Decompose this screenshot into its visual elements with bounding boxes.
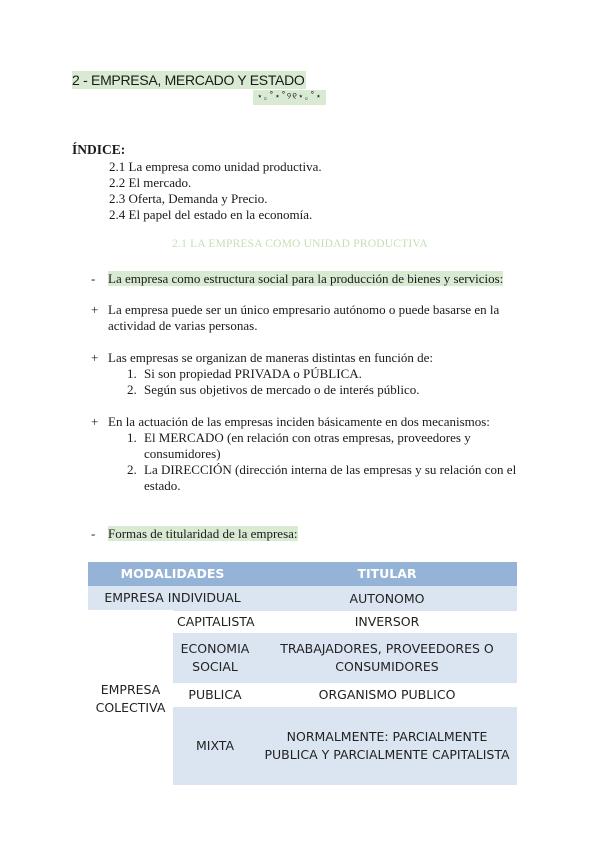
sub-item-text: Si son propiedad PRIVADA o PÚBLICA.: [144, 366, 362, 381]
cell-titular: NORMALMENTE: PARCIALMENTE PUBLICA Y PARCIALMENTE CAPITALISTA: [257, 707, 517, 785]
index-heading: ÍNDICE:: [72, 142, 126, 157]
cell-titular: AUTONOMO: [257, 586, 517, 611]
index-item: 2.3 Oferta, Demanda y Precio.: [109, 191, 268, 206]
cell-colectiva: EMPRESA COLECTIVA: [88, 611, 173, 785]
dash-item-text: Formas de titularidad de la empresa:: [108, 526, 298, 541]
sub-item-text: La DIRECCIÓN (dirección interna de las empresas y su relación con el estado.: [144, 462, 517, 493]
index-item: 2.1 La empresa como unidad productiva.: [109, 159, 322, 174]
sub-number: 2.: [127, 382, 137, 397]
sub-item: [127, 462, 527, 494]
cell-tipo: CAPITALISTA: [173, 611, 257, 633]
section-heading: 2.1 LA EMPRESA COMO UNIDAD PRODUCTIVA: [172, 238, 428, 250]
cell-tipo: ECONOMIA SOCIAL: [173, 633, 257, 683]
dash-item: [91, 270, 503, 287]
dash-marker: -: [91, 271, 96, 286]
table-header-row: [88, 562, 517, 586]
plus-marker: +: [91, 350, 99, 365]
dash-marker: -: [91, 526, 96, 541]
plus-item: [91, 302, 521, 334]
index-item: 2.4 El papel del estado en la economía.: [109, 207, 313, 222]
sub-item-text: Según sus objetivos de mercado o de interés público.: [144, 382, 420, 397]
sub-number: 1.: [127, 366, 137, 381]
plus-item-text: Las empresas se organizan de maneras distintas en función de:: [108, 350, 434, 365]
table-row: [88, 611, 517, 633]
sub-number: 2.: [127, 462, 137, 477]
ownership-table: [88, 562, 517, 785]
plus-marker: +: [91, 302, 99, 317]
title-decoration: ⋆｡˚⋆˚୨୧⋆｡˚⋆: [253, 90, 326, 105]
cell-tipo: PUBLICA: [173, 683, 257, 707]
cell-tipo: MIXTA: [173, 707, 257, 785]
cell-titular: ORGANISMO PUBLICO: [257, 683, 517, 707]
sub-number: 1.: [127, 430, 137, 445]
plus-item: [91, 414, 521, 430]
sub-item: [127, 382, 419, 398]
cell-titular: TRABAJADORES, PROVEEDORES O CONSUMIDORES: [257, 633, 517, 683]
table-row: [88, 586, 517, 611]
header-modalidades: MODALIDADES: [88, 562, 257, 586]
cell-titular: INVERSOR: [257, 611, 517, 633]
plus-marker: +: [91, 414, 99, 429]
sub-item: [127, 430, 517, 462]
dash-item: [91, 525, 298, 542]
dash-item-text: La empresa como estructura social para la producción de bienes y servicios:: [108, 271, 504, 286]
plus-item-text: La empresa puede ser un único empresario autónomo o puede basarse en la actividad de varias personas.: [108, 302, 500, 333]
sub-item: [127, 366, 362, 382]
header-titular: TITULAR: [257, 562, 517, 586]
sub-item-text: El MERCADO (en relación con otras empresas, proveedores y consumidores): [144, 430, 471, 461]
plus-item: [91, 350, 521, 366]
index-item: 2.2 El mercado.: [109, 175, 192, 190]
cell-modalidad: EMPRESA INDIVIDUAL: [88, 586, 257, 611]
document-title: 2 - EMPRESA, MERCADO Y ESTADO: [72, 72, 305, 88]
plus-item-text: En la actuación de las empresas inciden básicamente en dos mecanismos:: [108, 414, 490, 429]
index-list: [109, 159, 322, 223]
